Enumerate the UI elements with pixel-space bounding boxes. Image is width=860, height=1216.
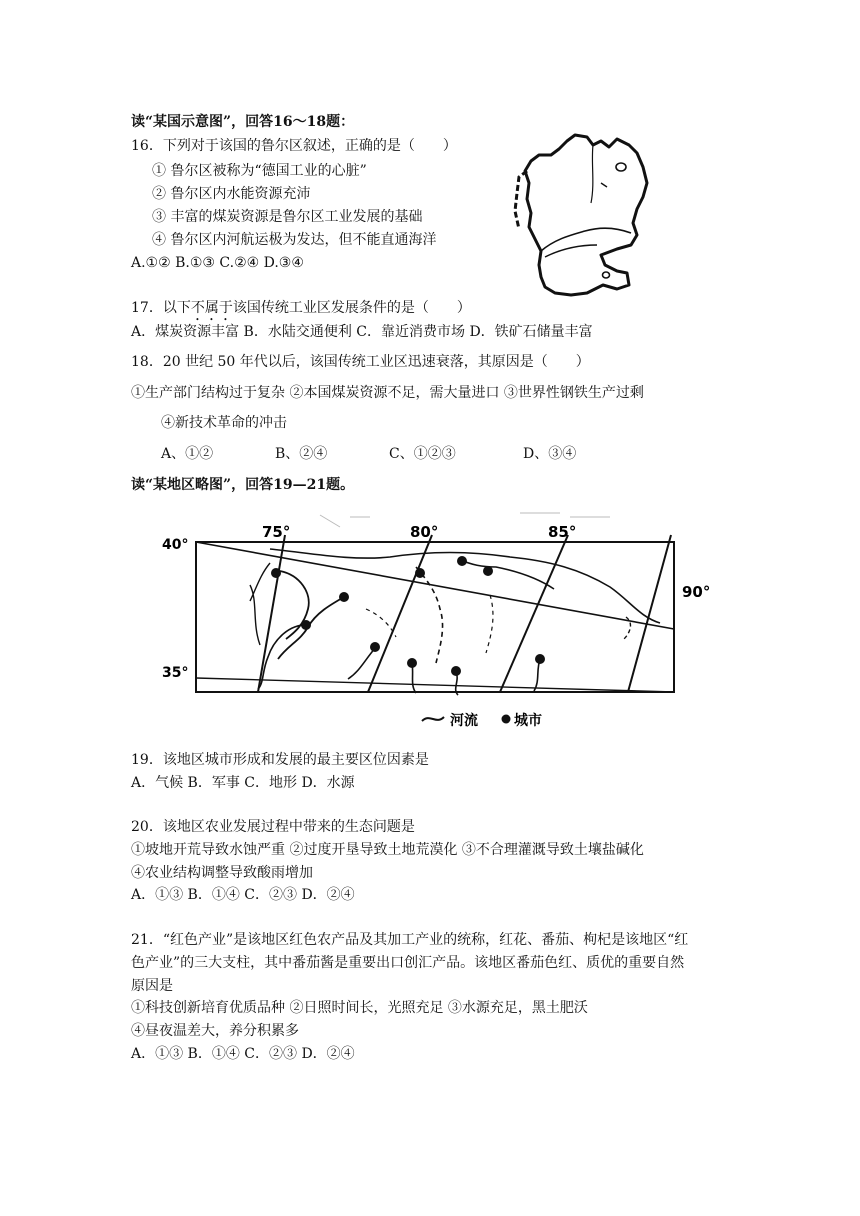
q21-stem-line1: 21．“红色产业”是该地区红色农产品及其加工产业的统称，红花、番茄、枸杞是该地区“红 (131, 932, 689, 948)
q21-stem-line2: 色产业”的三大支柱，其中番茄酱是重要出口创汇产品。该地区番茄色红、质优的重要自然 (131, 955, 685, 971)
q17-stem-pre: 17．以下 (131, 300, 191, 316)
section2-heading: 读“某地区略图”，回答19—21题。 (131, 477, 355, 493)
q16-item-3: ③ 丰富的煤炭资源是鲁尔区工业发展的基础 (152, 209, 423, 225)
q18-option-c: C、①②③ (389, 446, 456, 462)
q18-option-d: D、③④ (523, 446, 577, 462)
q18-line2: ④新技术革命的冲击 (161, 415, 287, 431)
q16-options: A.①② B.①③ C.②④ D.③④ (131, 255, 304, 271)
q20-stem: 20．该地区农业发展过程中带来的生态问题是 (131, 819, 415, 835)
q18-line1: ①生产部门结构过于复杂 ②本国煤炭资源不足，需大量进口 ③世界性钢铁生产过剩 (131, 385, 644, 401)
q18-stem: 18．20 世纪 50 年代以后，该国传统工业区迅速衰落，其原因是（ ） (131, 354, 590, 370)
q21-options: A．①③ B．①④ C．②③ D．②④ (131, 1046, 355, 1062)
q16-stem: 16．下列对于该国的鲁尔区叙述，正确的是（ ） (131, 138, 457, 154)
legend-river-symbol (422, 717, 444, 721)
q16-item-2: ② 鲁尔区内水能资源充沛 (152, 186, 311, 202)
legend-city-symbol (502, 715, 511, 724)
q21-line2: ④昼夜温差大，养分积累多 (131, 1023, 299, 1039)
q19-options: A．气候 B．军事 C．地形 D．水源 (131, 775, 355, 791)
q20-options: A．①③ B．①④ C．②③ D．②④ (131, 887, 355, 903)
city-markers (271, 556, 545, 676)
q17-options: A．煤炭资源丰富 B．水陆交通便利 C．靠近消费市场 D．铁矿石储量丰富 (131, 324, 593, 340)
legend-city-label: 城市 (514, 713, 542, 729)
q17-stem-post: 该国传统工业区发展条件的是（ ） (232, 300, 471, 316)
q18-option-b: B、②④ (275, 446, 328, 462)
map-legend (422, 712, 542, 729)
lat-label-40: 40° (162, 537, 189, 553)
region-sketch-map (140, 505, 722, 737)
q16-item-4: ④ 鲁尔区内河航运极为发达，但不能直通海洋 (152, 232, 437, 248)
q18-option-a: A、①② (161, 446, 214, 462)
q19-stem: 19．该地区城市形成和发展的最主要区位因素是 (131, 752, 429, 768)
q21-stem-line3: 原因是 (131, 978, 173, 994)
q20-line1: ①坡地开荒导致水蚀严重 ②过度开垦导致土地荒漠化 ③不合理灌溉导致土壤盐碱化 (131, 842, 644, 858)
legend-river-label: 河流 (450, 713, 478, 729)
lon-label-90: 90° (682, 583, 711, 601)
section1-heading: 读“某国示意图”，回答16～18题： (131, 114, 355, 130)
q20-line2: ④农业结构调整导致酸雨增加 (131, 865, 313, 881)
q16-item-1: ① 鲁尔区被称为“德国工业的心脏” (152, 163, 367, 179)
q17-stem (131, 299, 471, 324)
q21-line1: ①科技创新培育优质品种 ②日照时间长，光照充足 ③水源充足，黑土肥沃 (131, 1000, 588, 1016)
lon-label-80: 80° (410, 523, 439, 541)
lon-label-75: 75° (262, 523, 291, 541)
q17-stem-emphasis: 不属于 (190, 300, 233, 316)
lon-label-85: 85° (548, 523, 577, 541)
lat-label-35: 35° (162, 665, 189, 681)
germany-outline-map (505, 127, 657, 305)
